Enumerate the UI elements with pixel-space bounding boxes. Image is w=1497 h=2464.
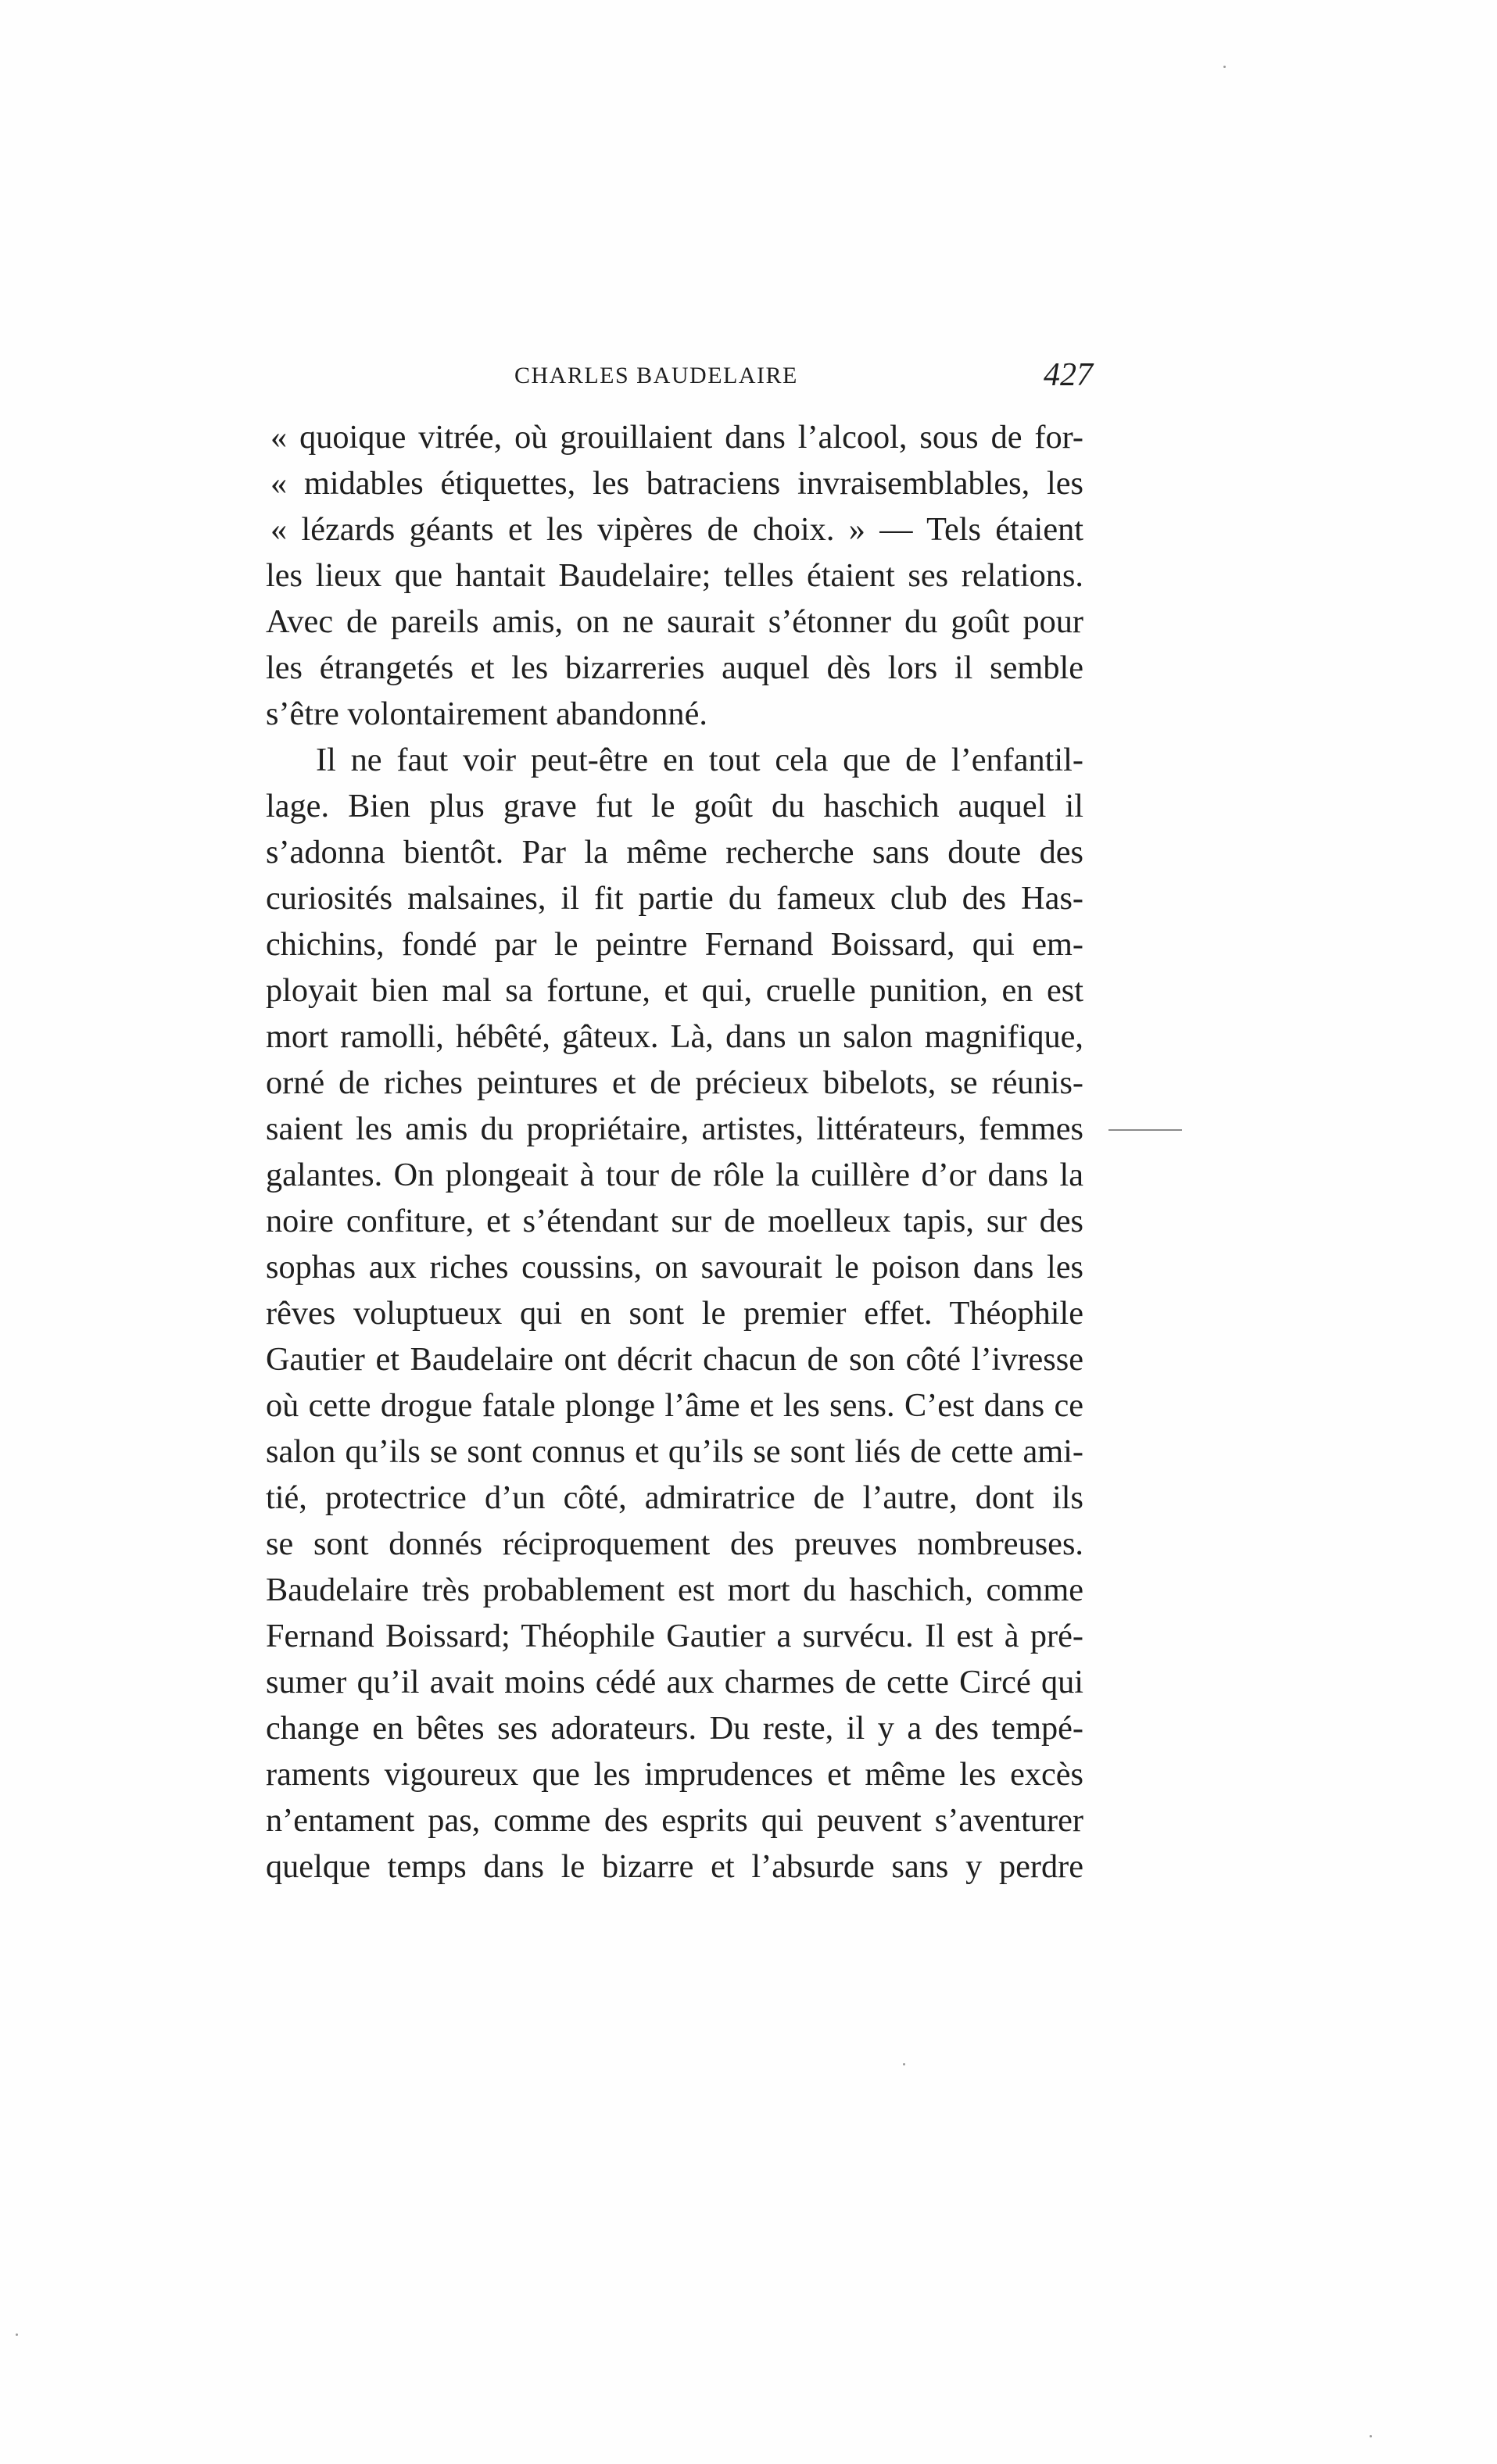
text-line: se sont donnés réciproquement des preuves nombreuses.	[266, 1525, 1083, 1562]
text-line: quelque temps dans le bizarre et l’absurde sans y perdre	[266, 1848, 1083, 1885]
text-line: tié, protectrice d’un côté, admiratrice de l’autre, dont ils	[266, 1479, 1083, 1516]
text-line: lage. Bien plus grave fut le goût du haschich auquel il	[266, 788, 1083, 824]
text-line: sophas aux riches coussins, on savourait le poison dans les	[266, 1249, 1083, 1286]
text-line: chichins, fondé par le peintre Fernand Boissard, qui em-	[266, 926, 1083, 963]
paper-speck	[1370, 2435, 1372, 2437]
text-line: orné de riches peintures et de précieux bibelots, se réunis-	[266, 1064, 1083, 1101]
text-line: sumer qu’il avait moins cédé aux charmes de cette Circé qui	[266, 1664, 1083, 1700]
paper-speck	[16, 2333, 18, 2336]
text-line: les étrangetés et les bizarreries auquel dès lors il semble	[266, 649, 1083, 686]
text-line: change en bêtes ses adorateurs. Du reste, il y a des tempé-	[266, 1710, 1083, 1747]
paragraph-start-line: Il ne faut voir peut-être en tout cela que de l’enfantil-	[316, 742, 1083, 778]
text-line: « midables étiquettes, les batraciens invraisemblables, les	[270, 465, 1083, 502]
paragraph-end-line: s’être volontairement abandonné.	[266, 696, 707, 732]
text-line: raments vigoureux que les imprudences et même les excès	[266, 1756, 1083, 1793]
text-line: Gautier et Baudelaire ont décrit chacun de son côté l’ivresse	[266, 1341, 1083, 1378]
text-line: les lieux que hantait Baudelaire; telles étaient ses relations.	[266, 557, 1083, 594]
text-line: ployait bien mal sa fortune, et qui, cruelle punition, en est	[266, 972, 1083, 1009]
text-line: s’adonna bientôt. Par la même recherche sans doute des	[266, 834, 1083, 871]
text-line: mort ramolli, hébêté, gâteux. Là, dans un salon magnifique,	[266, 1018, 1083, 1055]
running-title: CHARLES BAUDELAIRE	[514, 363, 798, 388]
text-line: rêves voluptueux qui en sont le premier effet. Théophile	[266, 1295, 1083, 1332]
running-head	[514, 357, 1093, 400]
text-line: galantes. On plongeait à tour de rôle la cuillère d’or dans la	[266, 1157, 1083, 1193]
text-line: curiosités malsaines, il fit partie du fameux club des Has-	[266, 880, 1083, 917]
text-line: Fernand Boissard; Théophile Gautier a survécu. Il est à pré-	[266, 1618, 1083, 1654]
text-line: Baudelaire très probablement est mort du haschich, comme	[266, 1572, 1083, 1608]
text-line: noire confiture, et s’étendant sur de moelleux tapis, sur des	[266, 1203, 1083, 1239]
text-line: Avec de pareils amis, on ne saurait s’étonner du goût pour	[266, 603, 1083, 640]
text-line: n’entament pas, comme des esprits qui peuvent s’aventurer	[266, 1802, 1083, 1839]
text-line: où cette drogue fatale plonge l’âme et les sens. C’est dans ce	[266, 1387, 1083, 1424]
page-number: 427	[1044, 357, 1093, 393]
paper-speck	[903, 2063, 905, 2065]
text-line: « lézards géants et les vipères de choix. » — Tels étaient	[270, 511, 1083, 548]
text-line: saient les amis du propriétaire, artistes, littérateurs, femmes	[266, 1110, 1083, 1147]
paper-speck	[1223, 66, 1226, 68]
text-line: salon qu’ils se sont connus et qu’ils se sont liés de cette ami-	[266, 1433, 1083, 1470]
body-text	[266, 414, 1083, 1890]
text-line: « quoique vitrée, où grouillaient dans l’alcool, sous de for-	[270, 419, 1083, 456]
margin-rule	[1108, 1129, 1182, 1131]
